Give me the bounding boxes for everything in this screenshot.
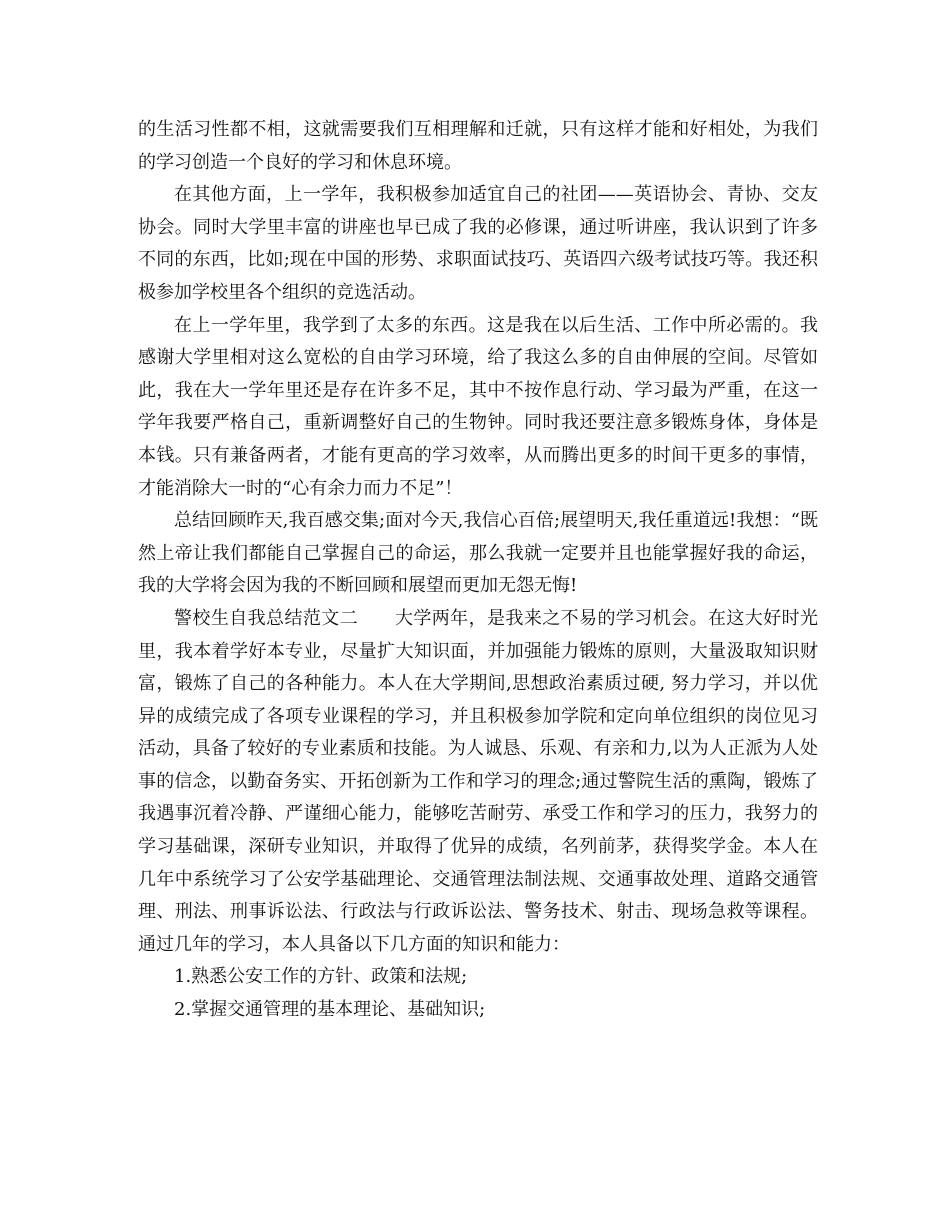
paragraph-continuation: 的生活习性都不相，这就需要我们互相理解和迁就，只有这样才能和好相处，为我们的学习创造一个良好的学习和休息环境。 [138,119,818,173]
paragraph-sample-two: 警校生自我总结范文二 大学两年，是我来之不易的学习机会。在这大好时光里，我本着学好本专业，尽量扩大知识面，并加强能力锻炼的原则，大量汲取知识财富，锻炼了自己的各种能力。本人在大学期间,思想政治素质过硬, 努力学习，并以优异的成绩完成了各项专业课程的学习，并且积极参加学院和定向单位组织的岗位见习活动，具备了较好的专业素质和技能。为人诚恳、乐观、有亲和力,以为人正派为人处事的信念，以勤奋务实、开拓创新为工作和学习的理念;通过警院生活的熏陶，锻炼了我遇事沉着冷静、严谨细心能力，能够吃苦耐劳、承受工作和学习的压力，我努力的学习基础课，深研专业知识，并取得了优异的成绩，名列前茅，获得奖学金。本人在几年中系统学习了公安学基础理论、交通管理法制法规、交通事故处理、道路交通管理、刑法、刑事诉讼法、行政法与行政诉讼法、警务技术、射击、现场急救等课程。 通过几年的学习，本人具备以下几方面的知识和能力： [138,607,818,955]
paragraph-reflection: 在上一学年里，我学到了太多的东西。这是我在以后生活、工作中所必需的。我感谢大学里相对这么宽松的自由学习环境，给了我这么多的自由伸展的空间。尽管如此，我在大一学年里还是存在许多不足，其中不按作息行动、学习最为严重，在这一学年我要严格自己，重新调整好自己的生物钟。同时我还要注意多锻炼身体，身体是本钱。只有兼备两者，才能有更高的学习效率，从而腾出更多的时间干更多的事情，才能消除大一时的“心有余力而力不足”！ [138,314,818,499]
list-item-2: 2.掌握交通管理的基本理论、基础知识; [174,999,486,1021]
paragraph-activities: 在其他方面，上一学年，我积极参加适宜自己的社团——英语协会、青协、交友协会。同时大学里丰富的讲座也早已成了我的必修课，通过听讲座，我认识到了许多不同的东西，比如;现在中国的形势、求职面试技巧、英语四六级考试技巧等。我还积极参加学校里各个组织的竞选活动。 [138,184,818,303]
list-item-1: 1.熟悉公安工作的方针、政策和法规; [174,966,468,988]
paragraph-summary: 总结回顾昨天,我百感交集;面对今天,我信心百倍;展望明天,我任重道远!我想：“既然上帝让我们都能自己掌握自己的命运，那么我就一定要并且也能掌握好我的命运，我的大学将会因为我的不断回顾和展望而更加无怨无悔! [138,510,818,597]
document-body [138,114,818,1027]
